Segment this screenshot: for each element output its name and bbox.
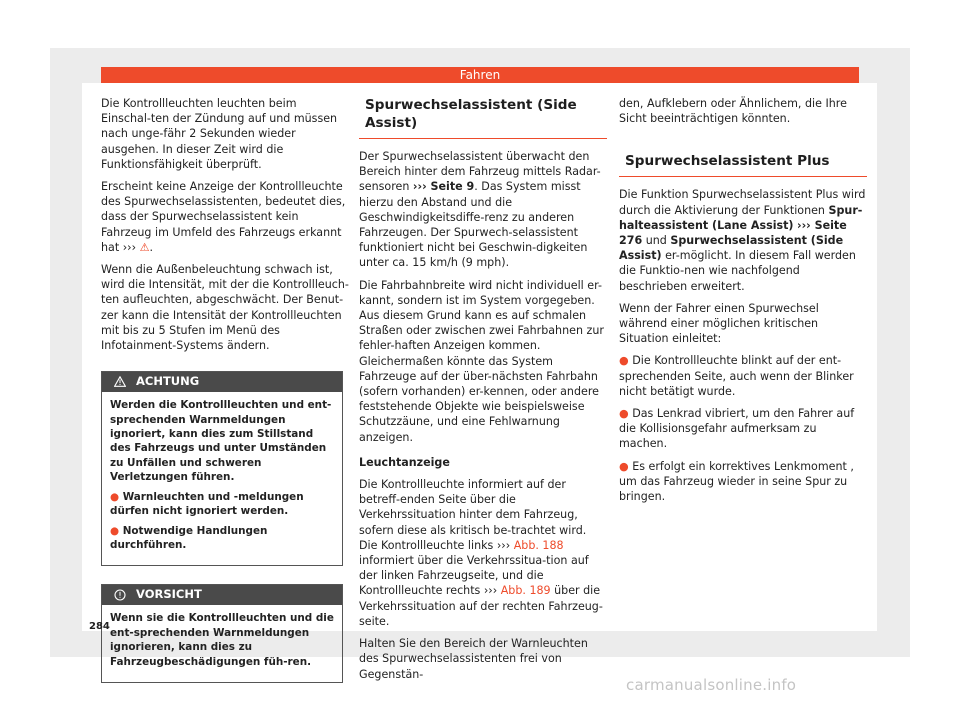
function-name: Spur-halteassistent (Lane Assist) <box>619 203 863 232</box>
figure-link[interactable]: Abb. 188 <box>513 538 564 552</box>
list-item-text: Die Kontrollleuchte blinkt auf der ent-sprechenden Seite, auch wenn der Blinker nicht betätigt wurde. <box>619 354 854 398</box>
paragraph-text: Die Funktion Spurwechselassistent Plus wird durch die Aktivierung der Funktionen <box>619 188 866 217</box>
paragraph-text: . Das System misst hierzu den Abstand und die Geschwindigkeitsdiffe-renz zu anderen Fahrzeugen. Der Spurwech-selassistent funktioniert nicht bei Geschwin-digkeiten unter ca. 15 km/h (9 mph). <box>359 180 588 270</box>
watermark: carmanualsonline.info <box>626 676 797 694</box>
warning-box-title: VORSICHT <box>136 587 202 602</box>
section-heading: Spurwechselassistent (Side Assist) <box>359 96 607 139</box>
list-item-text: Das Lenkrad vibriert, um den Fahrer auf die Kollisionsgefahr aufmerksam zu machen. <box>619 407 855 451</box>
warning-box-body <box>102 392 342 565</box>
function-name: Spurwechselassistent (Side Assist) <box>619 234 844 263</box>
warning-text: Wenn sie die Kontrollleuchten und die ent-sprechenden Warnmeldungen ignorieren, kann dies zu Fahrzeugbeschädigungen füh-ren. <box>110 612 334 668</box>
bullet-icon: ● <box>619 354 629 368</box>
paragraph-text: über die Verkehrssituation auf der rechten Fahrzeug-seite. <box>359 584 603 628</box>
list-item-text: Es erfolgt ein korrektives Lenkmoment , um das Fahrzeug wieder in seine Spur zu bringen. <box>619 459 854 504</box>
page-number: 284 <box>89 621 110 632</box>
list-item <box>619 459 867 505</box>
bullet-icon: ● <box>110 490 120 503</box>
paragraph-text: informiert über die Verkehrssitua-tion auf der linken Fahrzeugseite, und die Kontrollleuchte rechts <box>359 554 589 598</box>
chapter-header: Fahren <box>101 67 859 83</box>
column-right <box>619 96 867 511</box>
paragraph <box>359 477 607 629</box>
paragraph <box>359 149 607 271</box>
cross-reference: ››› <box>496 538 511 552</box>
paragraph-text: Die Kontrollleuchte informiert auf der betreff-enden Seite über die Verkehrssituation hinter dem Fahrzeug, sofern diese als kritisch be-trachtet wird. Die Kontrollleuchte links <box>359 478 587 552</box>
warning-box-achtung <box>101 371 343 566</box>
paragraph-text: er-möglicht. In diesem Fall werden die Funktio-nen wie nachfolgend beschrieben erweitert. <box>619 249 856 293</box>
cross-reference: ››› <box>122 240 137 254</box>
list-item-text: Notwendige Handlungen durchführen. <box>110 524 268 551</box>
warning-box-title: ACHTUNG <box>136 374 200 389</box>
figure-link[interactable]: Abb. 189 <box>500 584 551 598</box>
bullet-icon: ● <box>619 407 629 421</box>
subheading: Leuchtanzeige <box>359 455 450 469</box>
bullet-icon: ● <box>110 524 120 537</box>
caution-circle-icon <box>114 589 126 601</box>
list-item <box>619 406 867 452</box>
page-link[interactable]: ››› Seite 276 <box>619 218 847 248</box>
warning-triangle-icon: ⚠ <box>139 240 150 254</box>
paragraph: Die Kontrollleuchten leuchten beim Einschal-ten der Zündung auf und müssen nach unge-fähr 2 Sekunden wieder ausgehen. In dieser Zeit wird die Funktionsfähigkeit überprüft. <box>101 97 338 171</box>
section-heading: Spurwechselassistent Plus <box>619 146 867 177</box>
page-link[interactable]: ››› Seite 9 <box>412 180 475 194</box>
list-item-text: Warnleuchten und -meldungen dürfen nicht ignoriert werden. <box>110 490 304 518</box>
warning-text: Werden die Kontrollleuchten und ent-sprechenden Warnmeldungen ignoriert, kann dies zum Stillstand des Fahrzeugs und unter Umständen zu Unfällen und schweren Verletzungen führen. <box>110 399 332 484</box>
warning-box-vorsicht <box>101 584 343 683</box>
list-item <box>110 490 334 519</box>
paragraph-text: Erscheint keine Anzeige der Kontrollleuchte des Spurwechselassistenten, bedeutet dies, dass der Spurwechselassistent kein Fahrzeug im Umfeld des Fahrzeugs erkannt hat <box>101 180 346 254</box>
paragraph-text: Der Spurwechselassistent überwacht den Bereich hinter dem Fahrzeug mittels Radar-sensoren <box>359 150 601 194</box>
list-item <box>110 524 334 553</box>
paragraph: den, Aufklebern oder Ähnlichem, die Ihre Sicht beeinträchtigen könnten. <box>619 97 847 126</box>
paragraph: Halten Sie den Bereich der Warnleuchten des Spurwechselassistenten frei von Gegenstän- <box>359 637 588 681</box>
paragraph: Wenn die Außenbeleuchtung schwach ist, wird die Intensität, mit der die Kontrollleuch-ten aufleuchten, abgeschwächt. Der Benut-zer kann die Intensität der Kontrollleuchten mit bis zu 5 Stufen im Menü des Infotainment-Systems ändern. <box>101 263 349 353</box>
bullet-icon: ● <box>619 459 629 473</box>
paragraph: Erscheint keine Anzeige der Kontrollleuchte des Spurwechselassistenten, bedeutet dies, dass der Spurwechselassistent kein Fahrzeug im Umfeld des Fahrzeugs erkannt hat ››› ⚠. <box>101 180 346 254</box>
column-middle <box>359 96 607 689</box>
warning-box-header <box>102 372 342 392</box>
paragraph: Wenn der Fahrer einen Spurwechsel während einer möglichen kritischen Situation einleitet: <box>619 301 819 346</box>
warning-box-body <box>102 605 342 682</box>
warning-triangle-icon <box>114 376 126 387</box>
paragraph: Die Fahrbahnbreite wird nicht individuell er-kannt, sondern ist im System vorgegeben. Aus diesem Grund kann es auf schmalen Straßen oder zwischen zwei Fahrbahnen zur fehler-haften Anzeigen kommen. Gleichermaßen könnte das System Fahrzeuge auf der über-nächsten Fahrbahn (sofern vorhanden) er-kennen, oder andere feststehende Objekte wie beispielsweise Schutzzäune, und eine Fehlwarnung anzeigen. <box>359 278 604 444</box>
paragraph <box>619 187 867 293</box>
paragraph-text: und <box>645 234 667 248</box>
warning-box-header <box>102 585 342 605</box>
column-left <box>101 96 349 683</box>
cross-reference: ››› <box>483 584 498 598</box>
list-item <box>619 353 867 399</box>
